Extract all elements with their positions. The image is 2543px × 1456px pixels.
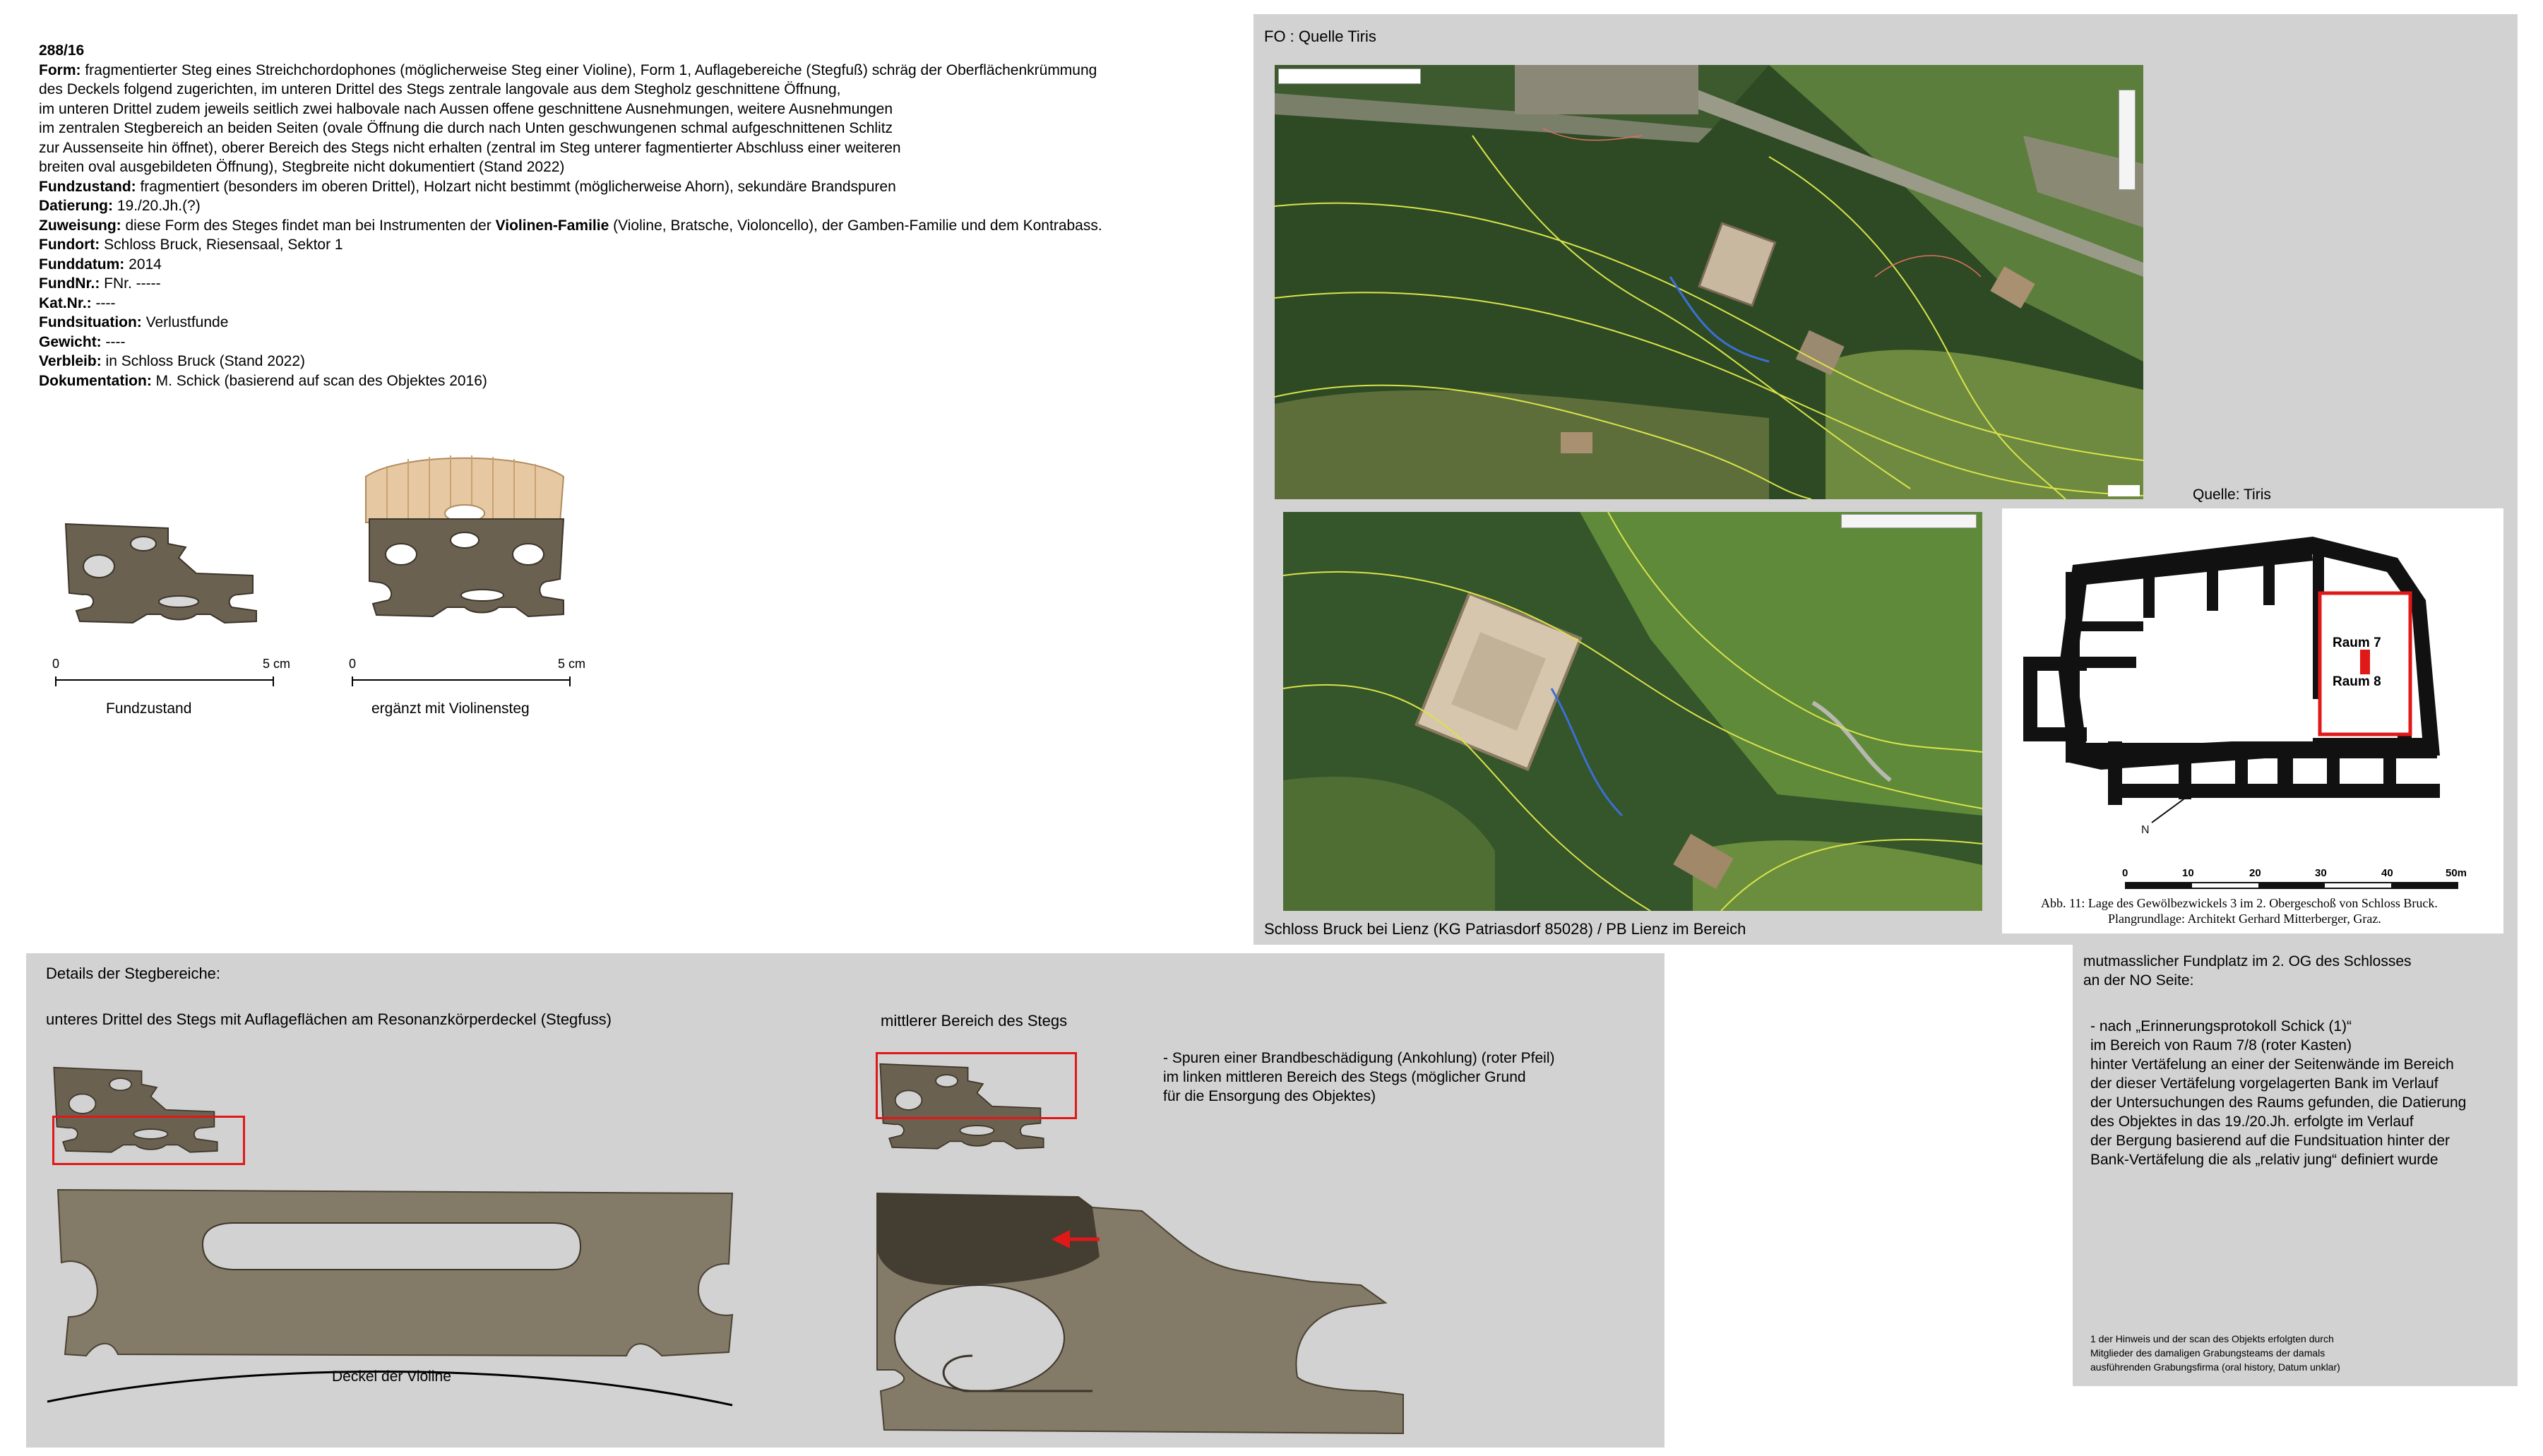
catalog-entry bbox=[39, 41, 1253, 390]
form-line-1: des Deckels folgend zugerichten, im unteren Drittel des Stegs zentrale langovale aus dem Stegholz geschnittene Öffnung, bbox=[39, 81, 841, 97]
bridge-fragment-photo bbox=[62, 515, 260, 628]
svg-text:N: N bbox=[2141, 824, 2150, 836]
form-line-4: zur Aussenseite hin öffnet), oberer Bereich des Stegs nicht erhalten (zentral im Steg unterer fagmentierter Abschluss einer weiteren bbox=[39, 139, 901, 156]
scale-bar-right bbox=[339, 650, 607, 727]
field-funddatum: Funddatum: 2014 bbox=[39, 256, 162, 273]
details-title: Details der Stegbereiche: bbox=[46, 965, 221, 982]
map-panel-caption: Schloss Bruck bei Lienz (KG Patriasdorf 85028) / PB Lienz im Bereich bbox=[1264, 920, 1746, 938]
scale-label-30: 30 bbox=[2315, 867, 2327, 879]
form-text-0: fragmentierter Steg eines Streichchordophones (möglicherweise Steg einer Violine), Form 1, Auflagebereiche (Stegfuß) schräg der Oberflächenkrümmung bbox=[81, 61, 1097, 78]
aerial-map-detail bbox=[1283, 512, 1982, 911]
aerial-map-overview bbox=[1275, 65, 2143, 499]
form-line-0 bbox=[39, 61, 1253, 80]
lower-third-heading: unteres Drittel des Stegs mit Auflageflächen am Resonanzkörperdeckel (Stegfuss) bbox=[46, 1010, 612, 1028]
scale-end: 5 cm bbox=[558, 657, 586, 671]
map-toolbar[interactable] bbox=[1841, 514, 1977, 528]
form-label: Form: bbox=[39, 61, 81, 78]
scale-caption: Fundzustand bbox=[106, 700, 192, 717]
field-verbleib: Verbleib: in Schloss Bruck (Stand 2022) bbox=[39, 353, 306, 369]
details-panel bbox=[26, 953, 1664, 1448]
scale-label-50: 50m bbox=[2446, 867, 2467, 879]
map-search-input[interactable] bbox=[1278, 68, 1421, 84]
middle-area-highlight bbox=[876, 1052, 1077, 1119]
map-logo bbox=[2108, 485, 2140, 496]
entry-id: 288/16 bbox=[39, 42, 85, 59]
scale-label-40: 40 bbox=[2381, 867, 2393, 879]
find-site-panel bbox=[2073, 945, 2518, 1386]
form-line-3: im zentralen Stegbereich an beiden Seiten (ovale Öffnung die durch nach Unten geschwungenen schmal aufgeschnittenen Schlitz bbox=[39, 120, 893, 136]
room-8-label: Raum 8 bbox=[2333, 674, 2381, 689]
map-tool-strip[interactable] bbox=[2119, 90, 2136, 190]
room-7-label: Raum 7 bbox=[2333, 635, 2381, 650]
scale-label-20: 20 bbox=[2249, 867, 2261, 879]
form-line-5: breiten oval ausgebildeten Öffnung), Stegbreite nicht dokumentiert (Stand 2022) bbox=[39, 159, 565, 175]
bridge-reconstruction-photo bbox=[359, 448, 571, 628]
aerial-map-overview-graphic bbox=[1275, 65, 2143, 499]
field-fundzustand: Fundzustand: fragmentiert (besonders im oberen Drittel), Holzart nicht bestimmt (möglicherweise Ahorn), sekundäre Brandspuren bbox=[39, 178, 896, 195]
find-site-body: - nach „Erinnerungsprotokoll Schick (1)“ im Bereich von Raum 7/8 (roter Kasten) hinter Vertäfelung an einer der Seitenwände im Bereich der dieser Vertäfelung vorgelagerten Bank im Verlauf der Untersuchungen des Raums gefunden, die Datierung des Objektes in das 19./20.Jh. erfolgte im Verlauf der Bergung basierend auf die Fundsituation hinter der Bank-Vertäfelung die als „relativ jung“ definiert wurde bbox=[2090, 1018, 2467, 1168]
burn-damage-note: - Spuren einer Brandbeschädigung (Ankohlung) (roter Pfeil) im linken mittleren Bereich des Stegs (möglicher Grund für die Ensorgung des Objektes) bbox=[1163, 1050, 1555, 1104]
scale-label-0: 0 bbox=[2122, 867, 2128, 879]
scale-end: 5 cm bbox=[263, 657, 291, 671]
scale-start: 0 bbox=[349, 657, 357, 671]
scale-caption: ergänzt mit Violinensteg bbox=[371, 700, 530, 717]
scale-start: 0 bbox=[52, 657, 60, 671]
bridge-middle-detail bbox=[866, 1179, 1594, 1440]
scale-label-10: 10 bbox=[2182, 867, 2194, 879]
field-gewicht: Gewicht: ---- bbox=[39, 333, 126, 350]
field-fundnr: FundNr.: FNr. ----- bbox=[39, 275, 161, 292]
field-zuweisung: Zuweisung: diese Form des Steges findet man bei Instrumenten der Violinen-Familie (Violine, Bratsche, Violoncello), der Gamben-Familie und dem Kontrabass. bbox=[39, 217, 1102, 234]
bridge-foot-detail bbox=[26, 1179, 761, 1448]
scale-bar-left bbox=[42, 650, 304, 727]
middle-area-heading: mittlerer Bereich des Stegs bbox=[881, 1012, 1068, 1030]
field-katnr: Kat.Nr.: ---- bbox=[39, 294, 116, 311]
floor-plan-caption: Abb. 11: Lage des Gewölbezwickels 3 im 2. Obergeschoß von Schloss Bruck. Plangrundlage: Architekt Gerhard Mitterberger, Graz. bbox=[2041, 896, 2438, 926]
field-fundsituation: Fundsituation: Verlustfunde bbox=[39, 314, 229, 330]
field-dokumentation: Dokumentation: M. Schick (basierend auf scan des Objektes 2016) bbox=[39, 372, 487, 389]
floor-plan-source: Quelle: Tiris bbox=[2193, 487, 2271, 503]
find-site-heading: mutmasslicher Fundplatz im 2. OG des Schlosses an der NO Seite: bbox=[2083, 953, 2412, 989]
field-fundort: Fundort: Schloss Bruck, Riesensaal, Sektor 1 bbox=[39, 237, 343, 253]
deck-label: Deckel der Violine bbox=[332, 1368, 451, 1385]
floor-plan-card bbox=[2002, 508, 2503, 933]
field-datierung: Datierung: 19./20.Jh.(?) bbox=[39, 198, 201, 214]
map-panel bbox=[1253, 14, 2518, 945]
aerial-map-detail-graphic bbox=[1283, 512, 1982, 911]
form-line-2: im unteren Drittel zudem jeweils seitlich zwei halbovale nach Aussen offene geschnittene Ausnehmungen, weitere Ausnehmungen bbox=[39, 100, 893, 117]
footnote: 1 der Hinweis und der scan des Objekts erfolgten durch Mitglieder des damaligen Grabungsteams der damals ausführenden Grabungsfirma (oral history, Datum unklar) bbox=[2090, 1333, 2340, 1373]
lower-area-highlight bbox=[52, 1116, 245, 1165]
map-panel-title: FO : Quelle Tiris bbox=[1264, 28, 1376, 45]
